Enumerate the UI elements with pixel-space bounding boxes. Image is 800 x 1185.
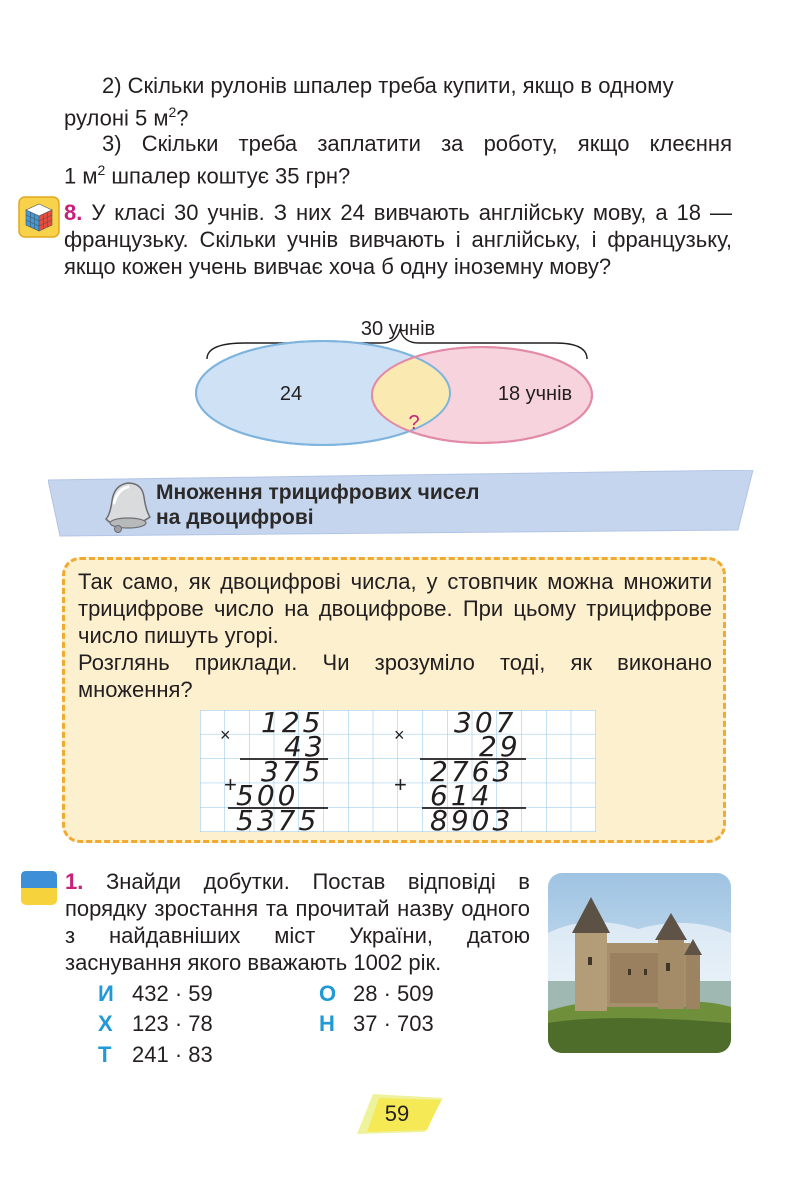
- section-title-line-1: Множення трицифрових чисел: [156, 481, 480, 504]
- venn-question-mark: ?: [408, 412, 420, 434]
- example-2-partial-2: 614: [430, 779, 493, 812]
- example-1-multiplicand: 125: [261, 710, 324, 739]
- page-number: 59: [384, 1101, 410, 1126]
- rubiks-cube-icon: [18, 196, 60, 238]
- letter-label: Х: [98, 1011, 113, 1036]
- task-8-number: 8.: [64, 200, 83, 225]
- example-2-multiplier: 29: [479, 730, 521, 763]
- rule-paragraph-1: Так само, як двоцифрові числа, у стовпчик можна множити трицифрове число на двоцифрове. При цьому трицифрове число пишуть угорі.: [78, 569, 712, 648]
- superscript: 2: [97, 162, 106, 178]
- letter-label: Н: [319, 1011, 335, 1036]
- question-3-line-1: 3) Скільки треба заплатити за роботу, якщо клеєння: [102, 131, 732, 156]
- multiplication-grid: [200, 710, 596, 832]
- exercise-item: [98, 980, 213, 1007]
- question-2-text: рулоні 5 м: [64, 105, 169, 131]
- expression: 432 · 59: [132, 981, 213, 1006]
- expression: 37 · 703: [353, 1011, 434, 1036]
- exercise-item: [319, 980, 434, 1007]
- letter-label: Т: [98, 1042, 112, 1067]
- task-8: [64, 199, 732, 280]
- rule-paragraph-2: Розглянь приклади. Чи зрозуміло тоді, як виконано множення?: [78, 650, 712, 702]
- question-2-end: ?: [176, 105, 189, 131]
- question-3: [64, 130, 732, 189]
- times-sign: ×: [394, 725, 405, 745]
- task-1: [65, 868, 530, 976]
- exercise-item: [98, 1010, 213, 1037]
- exercise-item: [98, 1041, 213, 1068]
- example-2-partial-1: 2763: [430, 755, 514, 788]
- superscript: 2: [168, 104, 177, 120]
- expression: 28 · 509: [353, 981, 434, 1006]
- question-3-end: шпалер коштує 35 грн?: [105, 163, 351, 189]
- venn-total-label: 30 учнів: [360, 318, 436, 340]
- ukraine-flag-icon: [20, 870, 58, 906]
- exercise-item: [319, 1010, 434, 1037]
- question-2-line-1: 2) Скільки рулонів шпалер треба купити, якщо в одному: [102, 73, 674, 98]
- example-1-partial-2: 500: [236, 779, 299, 812]
- bell-icon: [96, 475, 152, 533]
- example-1-multiplier: 43: [284, 730, 326, 763]
- example-2-multiplicand: 307: [454, 710, 517, 739]
- task-1-text: Знайди добутки. Постав відповіді в порядку зростання та прочитай назву одного з найдавніших міст України, датою заснування якого вважають 1002 рік.: [65, 869, 530, 975]
- fortress-photo: [548, 873, 731, 1053]
- example-2-result: 8903: [430, 804, 514, 832]
- venn-right-label: 18 учнів: [497, 383, 573, 405]
- task-8-text: У класі 30 учнів. З них 24 вивчають англійську мову, а 18 — французьку. Скільки учнів вивчають і англійську, і французьку, якщо кожен учень вивчає хоча б одну іноземну мову?: [64, 200, 732, 279]
- letter-label: И: [98, 981, 114, 1006]
- section-title: [156, 480, 479, 530]
- venn-diagram: [195, 315, 600, 455]
- venn-left-label: 24: [279, 383, 303, 405]
- expression: 241 · 83: [132, 1042, 213, 1067]
- rule-text: [78, 568, 712, 703]
- expression: 123 · 78: [132, 1011, 213, 1036]
- question-2: [64, 72, 732, 131]
- section-title-line-2: на двоцифрові: [156, 506, 314, 529]
- example-1-partial-1: 375: [261, 755, 324, 788]
- letter-label: О: [319, 981, 337, 1006]
- plus-sign: +: [394, 772, 407, 797]
- example-1-result: 5375: [236, 804, 320, 832]
- question-2-line-2: [64, 99, 732, 131]
- task-1-number: 1.: [65, 869, 84, 894]
- plus-sign: +: [224, 772, 237, 797]
- question-3-line-2: [64, 157, 732, 189]
- times-sign: ×: [220, 725, 231, 745]
- question-3-text: 1 м: [64, 163, 98, 189]
